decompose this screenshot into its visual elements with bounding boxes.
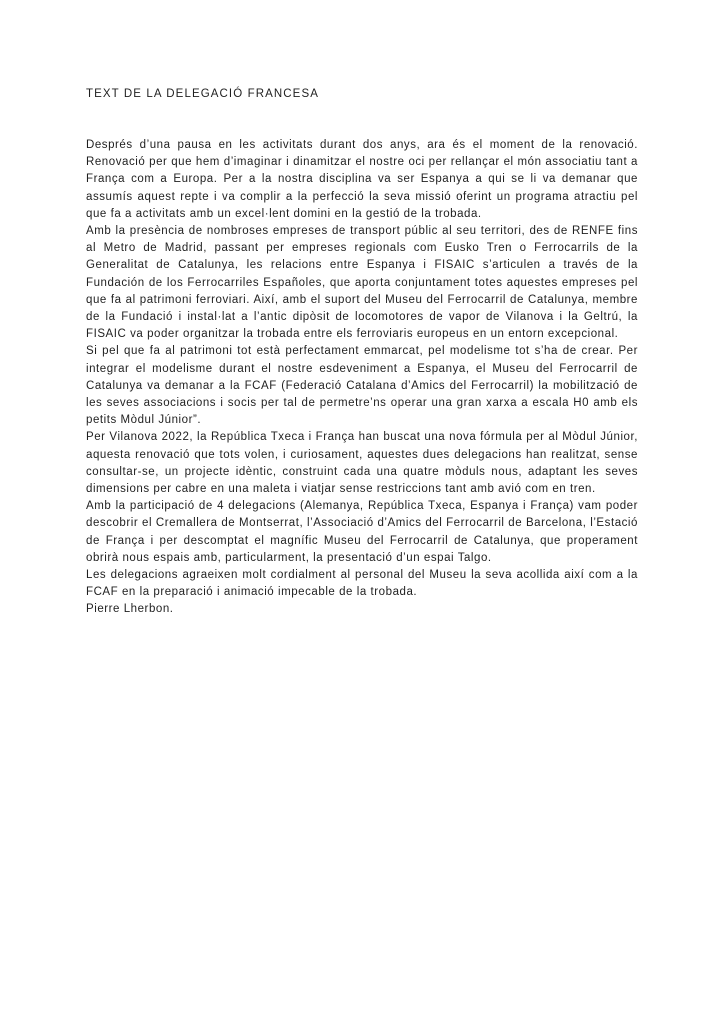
paragraph-intro: Després d’una pausa en les activitats durant dos anys, ara és el moment de la renovació. Renovació per que hem d’imaginar i dinamitzar el nostre oci per rellançar el món associatiu tant a França com a Europa. Per a la nostra disciplina va ser Espanya a qui se li va demanar que assumís aquest repte i va complir a la perfecció la seva missió oferint un programa atractiu pel que fa a activitats amb un excel·lent domini en la gestió de la trobada. (86, 139, 638, 220)
signature: Pierre Lherbon. (86, 603, 174, 616)
document-page (86, 86, 638, 619)
paragraph-delegations: Amb la participació de 4 delegacions (Alemanya, República Txeca, Espanya i França) vam poder descobrir el Cremallera de Montserrat, l’Associació d’Amics del Ferrocarril de Barcelona, l’Estació de França i per descomptat el magnífic Museu del Ferrocarril de Catalunya, que properament obrirà nous espais amb, particularment, la presentació d’un espai Talgo. (86, 500, 638, 564)
paragraph-vilanova-2022: Per Vilanova 2022, la República Txeca i França han buscat una nova fórmula per al Mòdul Júnior, aquesta renovació que tots volen, i curiosament, aquestes dues delegacions han realitzat, sense consultar-se, un projecte idèntic, construint cada una quatre mòduls nous, adaptant les seves dimensions per cabre en una maleta i viatjar sense restriccions tant amb avió com en tren. (86, 431, 638, 496)
document-body (86, 137, 638, 619)
document-title: TEXT DE LA DELEGACIÓ FRANCESA (86, 88, 319, 100)
paragraph-companies: Amb la presència de nombroses empreses de transport públic al seu territori, des de RENFE fins al Metro de Madrid, passant per empreses regionals com Eusko Tren o Ferrocarrils de la Generalitat de Catalunya, les relacions entre Espanya i FISAIC s’articulen a través de la Fundación de los Ferrocarriles Españoles, que aporta conjuntament totes aquestes empreses pel que fa al patrimoni ferroviari. Així, amb el suport del Museu del Ferrocarril de Catalunya, membre de la Fundació i instal·lat a l’antic dipòsit de locomotores de vapor de Vilanova i la Geltrú, la FISAIC va poder organitzar la trobada entre els ferroviaris europeus en un entorn excepcional. (86, 225, 638, 341)
paragraph-thanks: Les delegacions agraeixen molt cordialment al personal del Museu la seva acollida així com a la FCAF en la preparació i animació impecable de la trobada. (86, 569, 638, 599)
paragraph-modelism: Si pel que fa al patrimoni tot està perfectament emmarcat, pel modelisme tot s’ha de crear. Per integrar el modelisme durant el nostre esdeveniment a Espanya, el Museu del Ferrocarril de Catalunya va demanar a la FCAF (Federació Catalana d’Amics del Ferrocarril) la mobilització de les seves associacions i socis per tal de permetre’ns operar una gran xarxa a escala H0 amb els petits Mòdul Júnior”. (86, 345, 638, 427)
